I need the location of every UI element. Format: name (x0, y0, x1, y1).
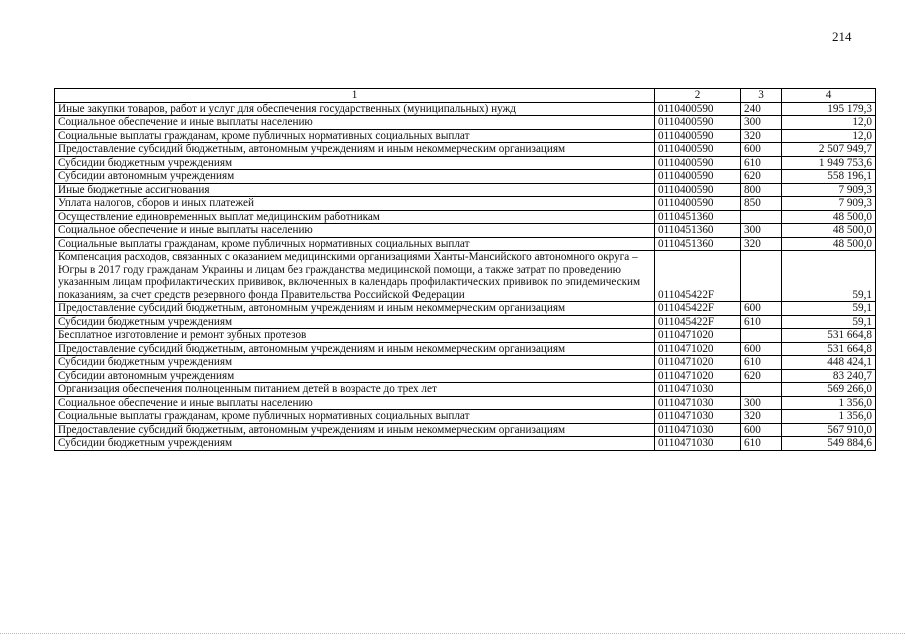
table-row (55, 237, 876, 251)
row-code-cell: 0110451360 (655, 237, 741, 251)
table-row (55, 156, 876, 170)
row-type-cell: 610 (741, 437, 782, 451)
row-name-cell: Субсидии автономным учреждениям (55, 369, 655, 383)
column-header-4: 4 (782, 89, 876, 103)
table-row (55, 356, 876, 370)
row-code-cell: 0110471020 (655, 342, 741, 356)
table-row (55, 197, 876, 211)
row-code-cell: 0110451360 (655, 224, 741, 238)
row-type-cell: 620 (741, 170, 782, 184)
table-row (55, 383, 876, 397)
row-type-cell: 320 (741, 129, 782, 143)
row-code-cell: 0110400590 (655, 183, 741, 197)
row-code-cell: 0110471020 (655, 329, 741, 343)
table-row (55, 396, 876, 410)
row-code-cell: 0110400590 (655, 129, 741, 143)
row-type-cell: 300 (741, 396, 782, 410)
row-name-cell: Иные бюджетные ассигнования (55, 183, 655, 197)
row-type-cell (741, 383, 782, 397)
row-type-cell (741, 251, 782, 302)
table-row (55, 329, 876, 343)
row-sum-cell: 567 910,0 (782, 423, 876, 437)
row-name-cell: Уплата налогов, сборов и иных платежей (55, 197, 655, 211)
row-sum-cell: 558 196,1 (782, 170, 876, 184)
row-sum-cell: 2 507 949,7 (782, 143, 876, 157)
row-code-cell: 0110471020 (655, 369, 741, 383)
row-type-cell: 600 (741, 423, 782, 437)
row-name-cell: Субсидии бюджетным учреждениям (55, 315, 655, 329)
row-sum-cell: 59,1 (782, 251, 876, 302)
row-name-cell: Иные закупки товаров, работ и услуг для обеспечения государственных (муниципальных) нужд (55, 102, 655, 116)
row-type-cell: 610 (741, 356, 782, 370)
row-sum-cell: 1 356,0 (782, 396, 876, 410)
table-row (55, 423, 876, 437)
row-type-cell: 320 (741, 410, 782, 424)
row-code-cell: 0110471030 (655, 383, 741, 397)
row-type-cell: 300 (741, 224, 782, 238)
row-code-cell: 0110400590 (655, 170, 741, 184)
row-sum-cell: 12,0 (782, 116, 876, 130)
row-code-cell: 0110471030 (655, 396, 741, 410)
row-code-cell: 0110471030 (655, 423, 741, 437)
row-sum-cell: 549 884,6 (782, 437, 876, 451)
row-type-cell: 600 (741, 143, 782, 157)
row-type-cell: 620 (741, 369, 782, 383)
row-code-cell: 0110400590 (655, 143, 741, 157)
table-row (55, 170, 876, 184)
row-code-cell: 011045422F (655, 251, 741, 302)
row-name-cell: Социальное обеспечение и иные выплаты населению (55, 396, 655, 410)
row-sum-cell: 531 664,8 (782, 342, 876, 356)
row-sum-cell: 48 500,0 (782, 210, 876, 224)
row-name-cell: Бесплатное изготовление и ремонт зубных протезов (55, 329, 655, 343)
row-name-cell: Субсидии автономным учреждениям (55, 170, 655, 184)
row-code-cell: 0110471030 (655, 410, 741, 424)
row-sum-cell: 531 664,8 (782, 329, 876, 343)
row-name-cell: Компенсация расходов, связанных с оказанием медицинскими организациями Ханты-Мансийского автономного округа – Югры в 2017 году гражданам Украины и лицам без гражданства медицинской помощи, а также затрат по проведению указанным лицам профилактических прививок, включенных в календарь профилактических прививок по эпидемическим показаниям, за счет средств резервного фонда Правительства Российской Федерации (55, 251, 655, 302)
page-number: 214 (832, 29, 852, 44)
row-name-cell: Социальные выплаты гражданам, кроме публичных нормативных социальных выплат (55, 129, 655, 143)
row-type-cell: 800 (741, 183, 782, 197)
row-type-cell: 300 (741, 116, 782, 130)
table-row (55, 302, 876, 316)
row-sum-cell: 59,1 (782, 315, 876, 329)
table-row (55, 210, 876, 224)
table-row (55, 143, 876, 157)
row-type-cell: 610 (741, 315, 782, 329)
table-row (55, 129, 876, 143)
row-type-cell: 600 (741, 302, 782, 316)
row-name-cell: Предоставление субсидий бюджетным, автономным учреждениям и иным некоммерческим организациям (55, 342, 655, 356)
row-name-cell: Субсидии бюджетным учреждениям (55, 156, 655, 170)
row-code-cell: 0110400590 (655, 116, 741, 130)
row-name-cell: Социальные выплаты гражданам, кроме публичных нормативных социальных выплат (55, 410, 655, 424)
row-sum-cell: 1 356,0 (782, 410, 876, 424)
row-sum-cell: 569 266,0 (782, 383, 876, 397)
table-row (55, 224, 876, 238)
row-code-cell: 0110451360 (655, 210, 741, 224)
budget-table (54, 88, 876, 451)
row-type-cell: 850 (741, 197, 782, 211)
row-name-cell: Предоставление субсидий бюджетным, автономным учреждениям и иным некоммерческим организациям (55, 143, 655, 157)
table-body (55, 102, 876, 450)
row-code-cell: 0110471030 (655, 437, 741, 451)
table-row (55, 410, 876, 424)
row-name-cell: Социальное обеспечение и иные выплаты населению (55, 116, 655, 130)
row-name-cell: Осуществление единовременных выплат медицинским работникам (55, 210, 655, 224)
row-type-cell: 240 (741, 102, 782, 116)
table-row (55, 183, 876, 197)
row-sum-cell: 448 424,1 (782, 356, 876, 370)
table-row (55, 342, 876, 356)
column-header-1: 1 (55, 89, 655, 103)
row-code-cell: 0110471020 (655, 356, 741, 370)
row-code-cell: 011045422F (655, 302, 741, 316)
row-name-cell: Социальные выплаты гражданам, кроме публичных нормативных социальных выплат (55, 237, 655, 251)
row-name-cell: Субсидии бюджетным учреждениям (55, 437, 655, 451)
row-sum-cell: 195 179,3 (782, 102, 876, 116)
row-name-cell: Субсидии бюджетным учреждениям (55, 356, 655, 370)
row-name-cell: Предоставление субсидий бюджетным, автономным учреждениям и иным некоммерческим организациям (55, 302, 655, 316)
row-type-cell: 610 (741, 156, 782, 170)
table-row (55, 369, 876, 383)
row-code-cell: 0110400590 (655, 197, 741, 211)
row-sum-cell: 12,0 (782, 129, 876, 143)
row-sum-cell: 1 949 753,6 (782, 156, 876, 170)
table-header-row (55, 89, 876, 103)
row-name-cell: Предоставление субсидий бюджетным, автономным учреждениям и иным некоммерческим организациям (55, 423, 655, 437)
table-row (55, 102, 876, 116)
scan-edge-line (0, 633, 905, 634)
table-row (55, 251, 876, 302)
row-code-cell: 011045422F (655, 315, 741, 329)
column-header-3: 3 (741, 89, 782, 103)
row-sum-cell: 48 500,0 (782, 237, 876, 251)
row-name-cell: Организация обеспечения полноценным питанием детей в возрасте до трех лет (55, 383, 655, 397)
row-sum-cell: 48 500,0 (782, 224, 876, 238)
table-row (55, 116, 876, 130)
table-row (55, 437, 876, 451)
row-sum-cell: 83 240,7 (782, 369, 876, 383)
row-code-cell: 0110400590 (655, 102, 741, 116)
row-sum-cell: 59,1 (782, 302, 876, 316)
row-name-cell: Социальное обеспечение и иные выплаты населению (55, 224, 655, 238)
row-type-cell (741, 329, 782, 343)
table-row (55, 315, 876, 329)
row-type-cell: 600 (741, 342, 782, 356)
row-type-cell (741, 210, 782, 224)
row-sum-cell: 7 909,3 (782, 183, 876, 197)
row-sum-cell: 7 909,3 (782, 197, 876, 211)
row-code-cell: 0110400590 (655, 156, 741, 170)
column-header-2: 2 (655, 89, 741, 103)
row-type-cell: 320 (741, 237, 782, 251)
